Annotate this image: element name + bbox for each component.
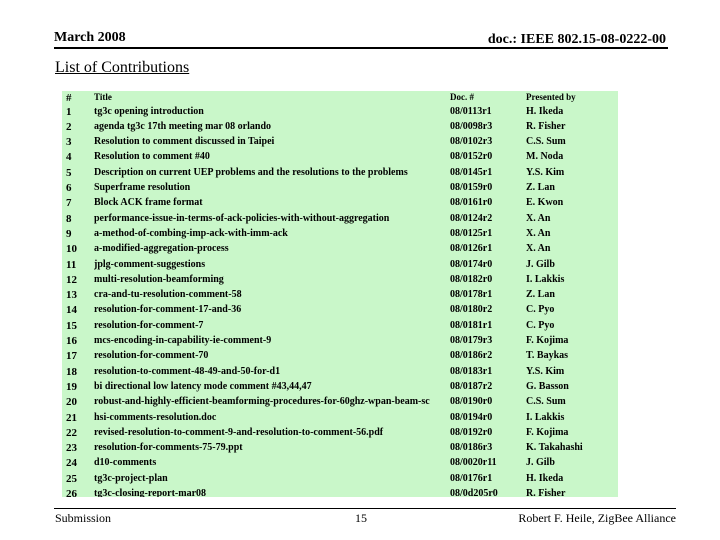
- table-row: [62, 136, 618, 151]
- row-title: robust-and-highly-efficient-beamforming-procedures-for-60ghz-wpan-beam-sc: [94, 396, 430, 408]
- row-doc-number: 08/0187r2: [450, 380, 493, 392]
- row-doc-number: 08/0126r1: [450, 243, 493, 255]
- table-row: [62, 427, 618, 442]
- header-date: March 2008: [54, 30, 126, 45]
- row-title: a-modified-aggregation-process: [94, 243, 229, 255]
- row-doc-number: 08/0098r3: [450, 120, 493, 132]
- col-header-num: #: [66, 92, 72, 104]
- row-presenter: R. Fisher: [526, 488, 566, 497]
- row-doc-number: 08/0d205r0: [450, 488, 498, 497]
- row-presenter: C.S. Sum: [526, 136, 566, 148]
- table-row: [62, 488, 618, 497]
- row-doc-number: 08/0192r0: [450, 426, 493, 438]
- table-header: [62, 92, 618, 104]
- table-row: [62, 335, 618, 350]
- row-title: Description on current UEP problems and the resolutions to the problems: [94, 166, 408, 178]
- row-doc-number: 08/0194r0: [450, 411, 493, 423]
- row-presenter: Y.S. Kim: [526, 166, 565, 178]
- table-row: [62, 381, 618, 396]
- row-presenter: Z. Lan: [526, 289, 555, 301]
- row-number: 17: [66, 350, 77, 363]
- row-presenter: C. Pyo: [526, 319, 555, 331]
- row-presenter: Z. Lan: [526, 182, 555, 193]
- row-number: 14: [66, 304, 77, 317]
- row-number: 19: [66, 380, 77, 393]
- row-number: 4: [66, 151, 72, 164]
- row-number: 2: [66, 120, 72, 133]
- row-number: 26: [66, 488, 77, 497]
- row-presenter: H. Ikeda: [526, 105, 564, 117]
- row-doc-number: 08/0159r0: [450, 182, 493, 193]
- table-row: [62, 412, 618, 427]
- table-row: [62, 274, 618, 289]
- row-doc-number: 08/0113r1: [450, 105, 492, 117]
- row-number: 16: [66, 335, 77, 347]
- col-header-doc: Doc. #: [450, 92, 474, 102]
- row-title: jplg-comment-suggestions: [94, 258, 206, 270]
- row-doc-number: 08/0176r1: [450, 472, 493, 484]
- row-doc-number: 08/0178r1: [450, 289, 493, 301]
- row-presenter: I. Lakkis: [526, 273, 565, 285]
- table-row: [62, 213, 618, 228]
- footer-author: Robert F. Heile, ZigBee Alliance: [518, 511, 676, 525]
- row-doc-number: 08/0183r1: [450, 365, 493, 377]
- row-presenter: F. Kojima: [526, 426, 569, 438]
- table-row: [62, 366, 618, 381]
- row-title: performance-issue-in-terms-of-ack-policies-with-without-aggregation: [94, 212, 390, 224]
- row-doc-number: 08/0186r3: [450, 442, 493, 454]
- row-title: resolution-for-comment-17-and-36: [94, 304, 242, 316]
- row-presenter: T. Baykas: [526, 350, 569, 362]
- row-doc-number: 08/0145r1: [450, 166, 493, 178]
- col-header-presenter: Presented by: [526, 92, 576, 102]
- row-presenter: Y.S. Kim: [526, 365, 565, 377]
- row-doc-number: 08/0125r1: [450, 227, 493, 239]
- row-number: 9: [66, 227, 72, 240]
- row-number: 1: [66, 105, 72, 118]
- row-title: agenda tg3c 17th meeting mar 08 orlando: [94, 120, 272, 132]
- table-row: [62, 396, 618, 411]
- row-title: resolution-for-comment-70: [94, 350, 209, 362]
- row-title: Block ACK frame format: [94, 197, 203, 209]
- row-title: cra-and-tu-resolution-comment-58: [94, 289, 242, 301]
- row-doc-number: 08/0179r3: [450, 335, 493, 346]
- row-number: 23: [66, 442, 77, 455]
- row-presenter: X. An: [526, 212, 551, 224]
- footer-page-number: 15: [355, 511, 367, 525]
- table-row: [62, 167, 618, 182]
- table-row: [62, 304, 618, 319]
- row-presenter: K. Takahashi: [526, 442, 583, 454]
- row-number: 15: [66, 319, 77, 332]
- slide-title: List of Contributions: [55, 59, 190, 76]
- header-doc-id: doc.: IEEE 802.15-08-0222-00: [487, 32, 666, 47]
- row-presenter: C.S. Sum: [526, 396, 566, 408]
- row-doc-number: 08/0152r0: [450, 151, 493, 163]
- row-title: resolution-to-comment-48-49-and-50-for-d1: [94, 365, 281, 377]
- row-title: mcs-encoding-in-capability-ie-comment-9: [94, 335, 272, 346]
- row-doc-number: 08/0190r0: [450, 396, 493, 408]
- row-number: 6: [66, 182, 72, 194]
- table-row: [62, 151, 618, 166]
- row-doc-number: 08/0161r0: [450, 197, 493, 209]
- row-doc-number: 08/0102r3: [450, 136, 493, 148]
- row-title: resolution-for-comment-7: [94, 319, 204, 331]
- row-title: revised-resolution-to-comment-9-and-resolution-to-comment-56.pdf: [94, 426, 384, 438]
- row-title: tg3c opening introduction: [94, 105, 204, 117]
- row-title: multi-resolution-beamforming: [94, 273, 224, 285]
- table-row: [62, 457, 618, 472]
- col-header-title: Title: [94, 92, 112, 102]
- row-presenter: G. Basson: [526, 380, 569, 392]
- row-doc-number: 08/0174r0: [450, 258, 493, 270]
- row-doc-number: 08/0020r11: [450, 457, 497, 469]
- row-doc-number: 08/0182r0: [450, 273, 493, 285]
- row-number: 7: [66, 197, 72, 210]
- row-presenter: F. Kojima: [526, 335, 569, 346]
- table-row: [62, 350, 618, 365]
- header-rule: [54, 47, 668, 49]
- footer-rule: [54, 508, 676, 509]
- row-presenter: R. Fisher: [526, 120, 566, 132]
- row-title: bi directional low latency mode comment #43,44,47: [94, 380, 312, 392]
- row-number: 24: [66, 457, 77, 470]
- table-row: [62, 259, 618, 274]
- contributions-table: [62, 91, 618, 497]
- row-doc-number: 08/0180r2: [450, 304, 493, 316]
- row-title: Resolution to comment discussed in Taipei: [94, 136, 275, 148]
- row-number: 20: [66, 396, 77, 409]
- row-presenter: X. An: [526, 243, 551, 255]
- table-row: [62, 182, 618, 197]
- row-doc-number: 08/0181r1: [450, 319, 493, 331]
- row-title: tg3c-project-plan: [94, 472, 168, 484]
- table-row: [62, 121, 618, 136]
- table-row: [62, 320, 618, 335]
- row-title: a-method-of-combing-imp-ack-with-imm-ack: [94, 227, 288, 239]
- row-doc-number: 08/0186r2: [450, 350, 493, 362]
- row-title: Resolution to comment #40: [94, 151, 210, 163]
- row-number: 21: [66, 411, 77, 424]
- row-title: tg3c-closing-report-mar08: [94, 488, 207, 497]
- row-number: 12: [66, 273, 77, 286]
- table-row: [62, 289, 618, 304]
- row-presenter: E. Kwon: [526, 197, 564, 209]
- row-presenter: C. Pyo: [526, 304, 555, 316]
- table-row: [62, 197, 618, 212]
- table-row: [62, 106, 618, 121]
- table-row: [62, 228, 618, 243]
- row-title: Superframe resolution: [94, 182, 191, 193]
- row-number: 18: [66, 365, 77, 378]
- row-presenter: I. Lakkis: [526, 411, 565, 423]
- row-presenter: J. Gilb: [526, 457, 555, 469]
- row-number: 22: [66, 426, 77, 439]
- row-presenter: X. An: [526, 227, 551, 239]
- row-title: hsi-comments-resolution.doc: [94, 411, 217, 423]
- row-number: 11: [66, 258, 77, 271]
- row-doc-number: 08/0124r2: [450, 212, 493, 224]
- table-row: [62, 243, 618, 258]
- row-presenter: H. Ikeda: [526, 472, 564, 484]
- table-row: [62, 473, 618, 488]
- row-title: resolution-for-comments-75-79.ppt: [94, 442, 243, 454]
- table-row: [62, 442, 618, 457]
- row-title: d10-comments: [94, 457, 157, 469]
- row-number: 8: [66, 212, 72, 225]
- row-number: 5: [66, 166, 72, 179]
- row-number: 13: [66, 289, 77, 302]
- footer-submission: Submission: [55, 511, 112, 525]
- row-number: 25: [66, 472, 77, 485]
- row-presenter: J. Gilb: [526, 258, 555, 270]
- row-presenter: M. Noda: [526, 151, 564, 163]
- row-number: 10: [66, 243, 77, 256]
- row-number: 3: [66, 136, 72, 149]
